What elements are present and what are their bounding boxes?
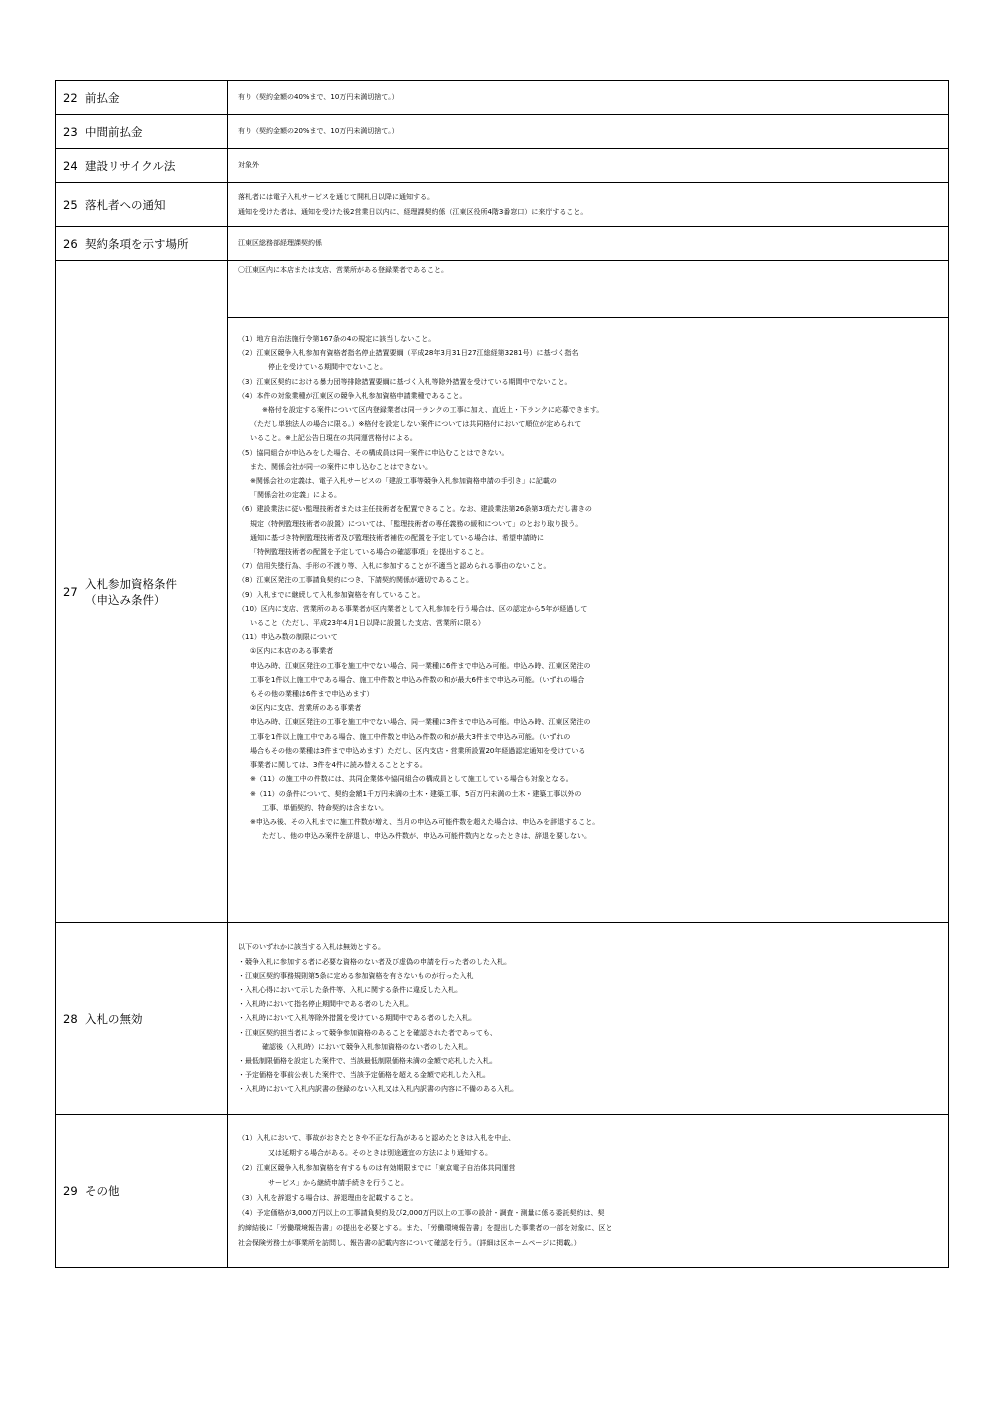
value-line: ・競争入札に参加する者に必要な資格のない者及び虚偽の申請を行った者のした入札。 <box>238 957 511 966</box>
value-line: （5）協同組合が申込みをした場合、その構成員は同一案件に申込むことはできない。 <box>238 448 509 457</box>
row-value <box>228 81 949 115</box>
value-line: 落札者には電子入札サービスを通じて開札日以降に通知する。 <box>238 192 434 201</box>
value-text: 江東区総務部経理課契約係 <box>238 239 322 247</box>
value-text: 有り（契約金額の40%まで、10万円未満切捨て。） <box>238 93 399 101</box>
value-line: ※（11）の条件について、契約金額1千万円未満の土木・建築工事、5百万円未満の土木・建築工事以外の <box>250 789 582 798</box>
row-value <box>228 261 949 923</box>
value-line: ただし、他の申込み案件を辞退し、申込み件数が、申込み可能件数内となったときは、辞退を要しない。 <box>262 832 591 841</box>
value-line: いること。※上記公告日現在の共同運営格付による。 <box>250 434 417 443</box>
value-line: また、関係会社が同一の案件に申し込むことはできない。 <box>250 462 432 471</box>
value-text: 有り（契約金額の20%まで、10万円未満切捨て。） <box>238 127 399 135</box>
value-line: 工事を1件以上施工中である場合、施工中件数と申込み件数の和が最大3件まで申込み可能。（いずれの <box>250 732 571 741</box>
value-line: （9）入札までに継続して入札参加資格を有していること。 <box>238 590 425 599</box>
value-line: 場合もその他の業種は3件まで申込めます）ただし、区内支店・営業所設置20年経過認定通知を受けている <box>250 746 586 755</box>
value-line: 申込み時、江東区発注の工事を施工中でない場合、同一業種に6件まで申込み可能。申込み時、江東区発注の <box>250 661 591 670</box>
value-line: 通知に基づき特例監理技術者及び監理技術者補佐の配置を予定している場合は、希望申請時に <box>250 533 544 542</box>
row-value <box>228 1115 949 1268</box>
table-row <box>56 227 949 261</box>
row-title: 建設リサイクル法 <box>85 158 176 173</box>
value-line: ・予定価格を事前公表した案件で、当該予定価格を超える金額で応札した入札。 <box>238 1071 490 1080</box>
row-value <box>228 149 949 183</box>
value-line: 「関係会社の定義」による。 <box>250 491 341 500</box>
row-number: 29 <box>63 1184 78 1198</box>
row-title: その他 <box>85 1184 120 1198</box>
value-bottom-section <box>228 318 948 853</box>
value-line: ②区内に支店、営業所のある事業者 <box>250 704 362 713</box>
value-line: （4）本件の対象業種が江東区の競争入札参加資格申請業種であること。 <box>238 391 467 400</box>
value-line: ・入札時において指名停止期間中である者のした入札。 <box>238 1000 413 1009</box>
value-line: （6）建設業法に従い監理技術者または主任技術者を配置できること。なお、建設業法第26条第3項ただし書きの <box>238 505 592 514</box>
value-line: もその他の業種は6件まで申込めます） <box>250 690 374 699</box>
value-line: 〇江東区内に本店または支店、営業所がある登録業者であること。 <box>238 266 448 274</box>
value-line: 確認後（入札時）において競争入札参加資格のない者のした入札。 <box>262 1042 472 1051</box>
value-line: 停止を受けている期間中でないこと。 <box>268 363 387 372</box>
value-text: 対象外 <box>238 161 259 169</box>
row-number: 22 <box>63 90 78 105</box>
value-line: 事業者に関しては、3件を4件に読み替えることとする。 <box>250 761 427 770</box>
row-title: 前払金 <box>85 90 120 105</box>
value-line: ①区内に本店のある事業者 <box>250 647 334 656</box>
row-value <box>228 183 949 227</box>
value-line: 通知を受けた者は、通知を受けた後2営業日以内に、経理課契約係（江東区役所4階3番窓口）に来庁すること。 <box>238 207 588 216</box>
row-title: 入札の無効 <box>85 1011 143 1026</box>
table-row <box>56 923 949 1115</box>
table-row <box>56 115 949 149</box>
value-line: ・江東区契約担当者によって競争参加資格のあることを確認された者であっても、 <box>238 1028 497 1037</box>
value-line: ※関係会社の定義は、電子入札サービスの「建設工事等競争入札参加資格申請の手引き」に記載の <box>250 477 557 486</box>
row-number: 26 <box>63 236 78 251</box>
value-line: （3）入札を辞退する場合は、辞退理由を記載すること。 <box>238 1194 418 1202</box>
row-number: 27 <box>63 584 78 599</box>
value-line: （4）予定価格が3,000万円以上の工事請負契約及び2,000万円以上の工事の設計・調査・測量に係る委託契約は、契 <box>238 1209 605 1217</box>
value-line: 社会保険労務士が事業所を訪問し、報告書の記載内容について確認を行う。（詳細は区ホームページに掲載。） <box>238 1239 581 1247</box>
row-value <box>228 115 949 149</box>
row-subtitle: （申込み条件） <box>85 592 166 607</box>
value-line: 「特例監理技術者の配置を予定している場合の確認事項」を提出すること。 <box>250 548 488 557</box>
value-line: 申込み時、江東区発注の工事を施工中でない場合、同一業種に3件まで申込み可能。申込み時、江東区発注の <box>250 718 591 727</box>
value-line: （8）江東区発注の工事請負契約につき、下請契約関係が適切であること。 <box>238 576 474 585</box>
value-line: 以下のいずれかに該当する入札は無効とする。 <box>238 943 385 952</box>
value-line: （1）入札において、事故がおきたときや不正な行為があると認めたときは入札を中止、 <box>238 1134 516 1142</box>
value-line: （7）信用失墜行為、手形の不渡り等、入札に参加することが不適当と認められる事由のないこと。 <box>238 562 551 571</box>
row-label <box>56 261 228 923</box>
row-title: 契約条項を示す場所 <box>85 236 189 251</box>
value-line: （10）区内に支店、営業所のある事業者が区内業者として入札参加を行う場合は、区の認定から5年が経過して <box>238 604 588 613</box>
value-line: いること（ただし、平成23年4月1日以降に設置した支店、営業所に限る） <box>250 619 485 628</box>
value-line: 工事を1件以上施工中である場合、施工中件数と申込み件数の和が最大6件まで申込み可能。（いずれの場合 <box>250 675 585 684</box>
value-line: ・最低制限価格を設定した案件で、当該最低制限価格未満の金額で応札した入札。 <box>238 1057 497 1065</box>
value-line: （2）江東区競争入札参加資格を有するものは有効期限までに「東京電子自治体共同運営 <box>238 1164 516 1172</box>
row-title: 中間前払金 <box>85 124 143 139</box>
value-line: ・入札時において入札等除外措置を受けている期間中である者のした入札。 <box>238 1014 476 1023</box>
value-line: （11）申込み数の制限について <box>238 633 338 642</box>
document-page <box>55 80 948 1268</box>
value-line: ・入札時において入札内訳書の登録のない入札又は入札内訳書の内容に不備のある入札。 <box>238 1085 518 1094</box>
row-label <box>56 183 228 227</box>
row-label <box>56 1115 228 1268</box>
value-line: 約締結後に「労働環境報告書」の提出を必要とする。また、「労働環境報告書」を提出した事業者の一部を対象に、区と <box>238 1224 613 1232</box>
row-number: 25 <box>63 197 78 212</box>
row-title: 落札者への通知 <box>85 197 166 212</box>
value-line: ・江東区契約事務規則第5条に定める参加資格を有さないものが行った入札 <box>238 971 474 980</box>
table-row <box>56 149 949 183</box>
row-label <box>56 115 228 149</box>
table-row <box>56 1115 949 1268</box>
specification-table <box>55 80 949 1268</box>
value-line: ※申込み後、その入札までに施工件数が増え、当月の申込み可能件数を超えた場合は、申込みを辞退すること。 <box>250 817 600 826</box>
row-label <box>56 227 228 261</box>
row-number: 24 <box>63 158 78 173</box>
value-line: ※格付を設定する案件について区内登録業者は同一ランクの工事に加え、直近上・下ランクに応募できます。 <box>262 406 604 415</box>
row-title: 入札参加資格条件 <box>85 576 177 591</box>
value-line: （2）江東区競争入札参加有資格者指名停止措置要綱（平成28年3月31日27江総経第3281号）に基づく指名 <box>238 349 579 358</box>
row-value <box>228 227 949 261</box>
value-line: ※（11）の施工中の件数には、共同企業体や協同組合の構成員として施工している場合も対象となる。 <box>250 775 573 784</box>
row-label <box>56 81 228 115</box>
value-top-section <box>228 261 948 318</box>
value-line: ・入札心得において示した条件等、入札に関する条件に違反した入札。 <box>238 985 462 994</box>
value-line: サービス」から継続申請手続きを行うこと。 <box>268 1179 408 1187</box>
table-row <box>56 81 949 115</box>
value-line: （1）地方自治法施行令第167条の4の規定に該当しないこと。 <box>238 335 436 343</box>
row-number: 28 <box>63 1011 78 1026</box>
value-line: （3）江東区契約における暴力団等排除措置要綱に基づく入札等除外措置を受けている期間中でないこと。 <box>238 377 572 386</box>
value-line: 工事、単価契約、特命契約は含まない。 <box>262 803 388 812</box>
row-label <box>56 149 228 183</box>
row-value <box>228 923 949 1115</box>
row-number: 23 <box>63 124 78 139</box>
table-row <box>56 183 949 227</box>
value-line: 又は延期する場合がある。そのときは別途適宜の方法により通知する。 <box>268 1149 492 1157</box>
value-line: （ただし単独法人の場合に限る。）※格付を設定しない案件については共同格付において順位が定められて <box>250 420 582 429</box>
value-line: 規定（特例監理技術者の設置）については、「監理技術者の専任義務の緩和について」のとおり取り扱う。 <box>250 519 583 528</box>
table-row <box>56 261 949 923</box>
row-label <box>56 923 228 1115</box>
